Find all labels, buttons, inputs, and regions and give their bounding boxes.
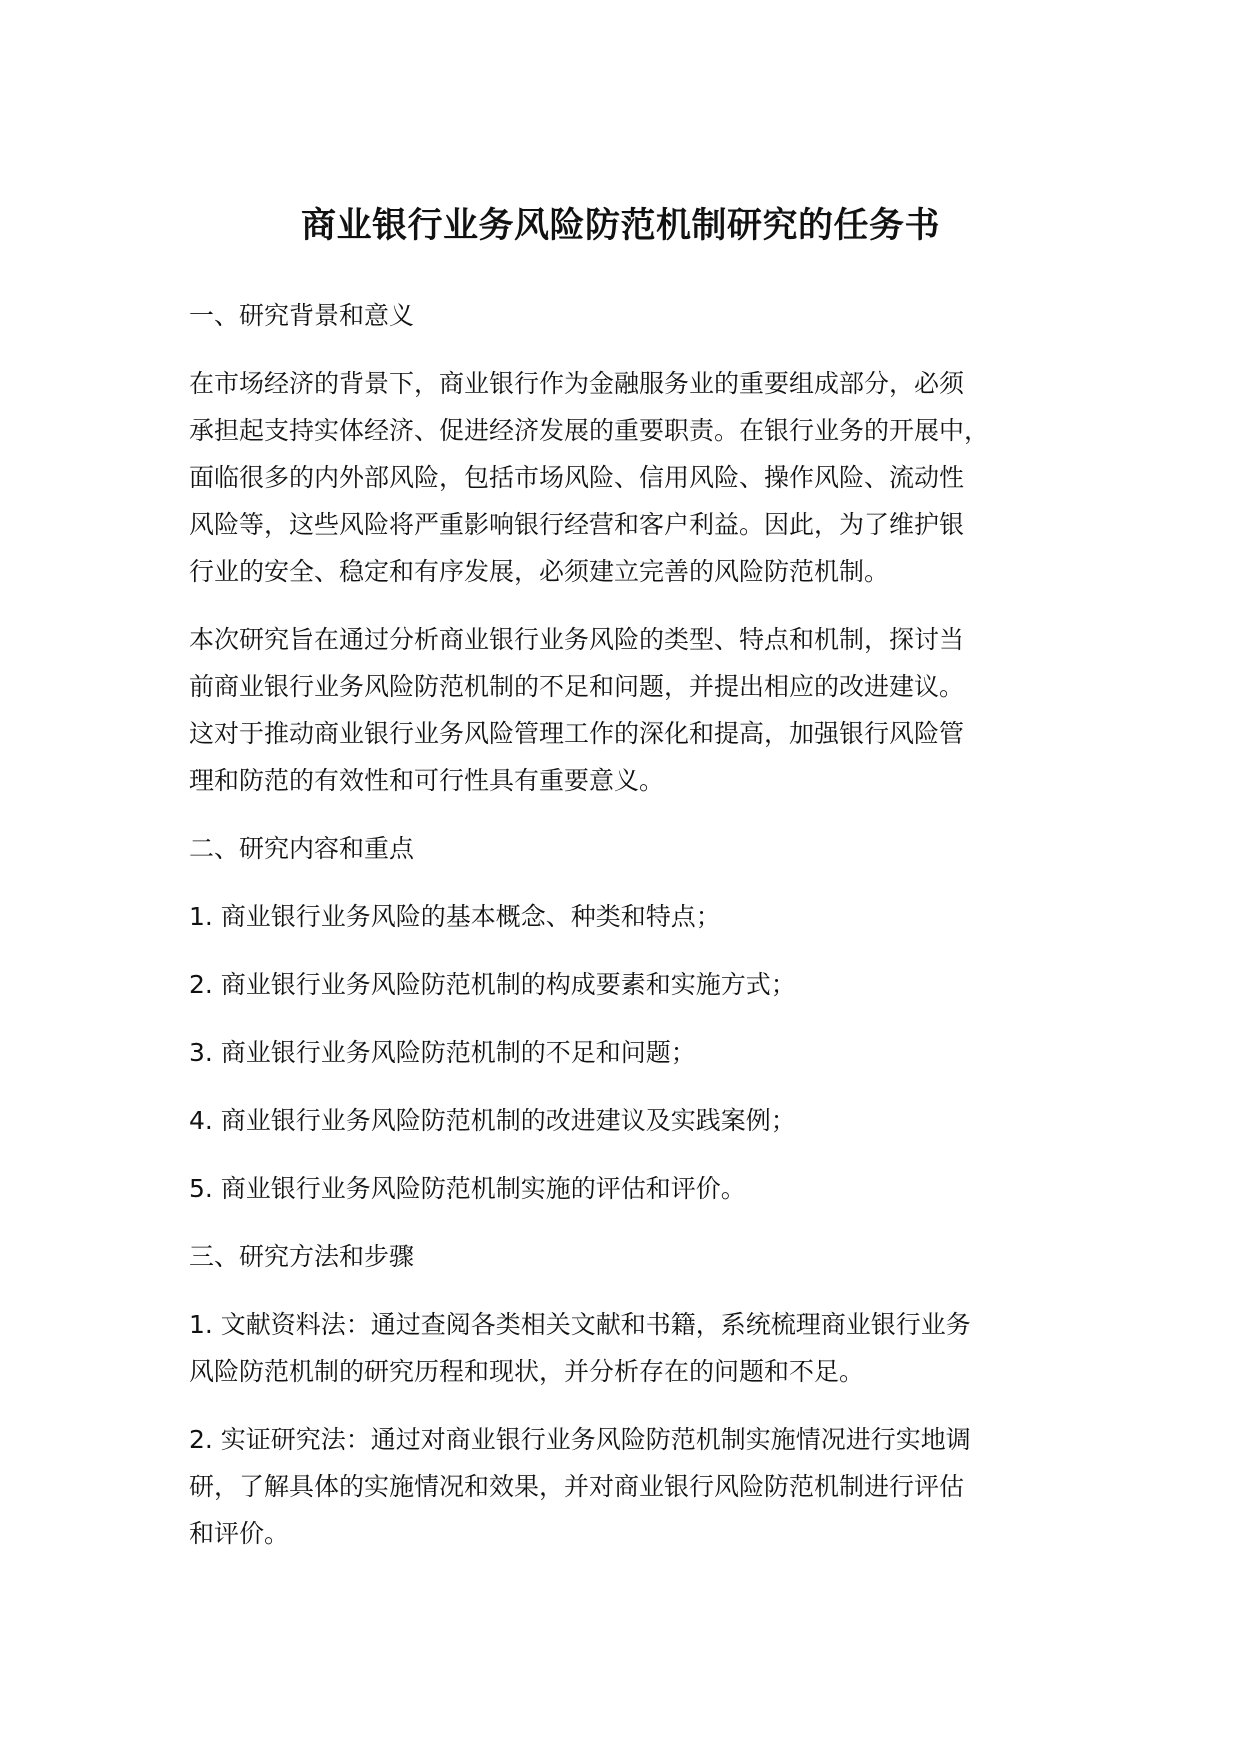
document-body bbox=[189, 292, 1089, 1578]
document-title: 商业银行业务风险防范机制研究的任务书 bbox=[300, 206, 940, 247]
list-item: 4. 商业银行业务风险防范机制的改进建议及实践案例； bbox=[189, 1106, 796, 1135]
section-heading-content: 二、研究内容和重点 bbox=[189, 834, 415, 863]
text-line: 这对于推动商业银行业务风险管理工作的深化和提高，加强银行风险管 bbox=[189, 719, 965, 748]
text-line: 前商业银行业务风险防范机制的不足和问题，并提出相应的改进建议。 bbox=[189, 672, 965, 701]
list-item: 2. 商业银行业务风险防范机制的构成要素和实施方式； bbox=[189, 970, 796, 999]
text-line: 行业的安全、稳定和有序发展，必须建立完善的风险防范机制。 bbox=[189, 557, 890, 586]
text-line: 1. 文献资料法：通过查阅各类相关文献和书籍，系统梳理商业银行业务 bbox=[189, 1310, 971, 1339]
section-heading-methods: 三、研究方法和步骤 bbox=[189, 1242, 415, 1271]
text-line: 本次研究旨在通过分析商业银行业务风险的类型、特点和机制，探讨当 bbox=[189, 625, 965, 654]
method-paragraph-1 bbox=[189, 1301, 1089, 1395]
list-item: 5. 商业银行业务风险防范机制实施的评估和评价。 bbox=[189, 1174, 746, 1203]
list-item: 3. 商业银行业务风险防范机制的不足和问题； bbox=[189, 1038, 696, 1067]
text-line: 风险等，这些风险将严重影响银行经营和客户利益。因此，为了维护银 bbox=[189, 510, 965, 539]
text-line: 理和防范的有效性和可行性具有重要意义。 bbox=[189, 766, 665, 795]
background-paragraph-1 bbox=[189, 360, 1089, 595]
text-line: 2. 实证研究法：通过对商业银行业务风险防范机制实施情况进行实地调 bbox=[189, 1425, 971, 1454]
text-line: 面临很多的内外部风险，包括市场风险、信用风险、操作风险、流动性 bbox=[189, 463, 965, 492]
text-line: 和评价。 bbox=[189, 1519, 290, 1548]
section-heading-background: 一、研究背景和意义 bbox=[189, 301, 415, 330]
background-paragraph-2 bbox=[189, 616, 1089, 804]
text-line: 在市场经济的背景下，商业银行作为金融服务业的重要组成部分，必须 bbox=[189, 369, 965, 398]
text-line: 风险防范机制的研究历程和现状，并分析存在的问题和不足。 bbox=[189, 1357, 865, 1386]
text-line: 承担起支持实体经济、促进经济发展的重要职责。在银行业务的开展中， bbox=[189, 416, 990, 445]
text-line: 研，了解具体的实施情况和效果，并对商业银行风险防范机制进行评估 bbox=[189, 1472, 965, 1501]
list-item: 1. 商业银行业务风险的基本概念、种类和特点； bbox=[189, 902, 721, 931]
method-paragraph-2 bbox=[189, 1416, 1089, 1557]
